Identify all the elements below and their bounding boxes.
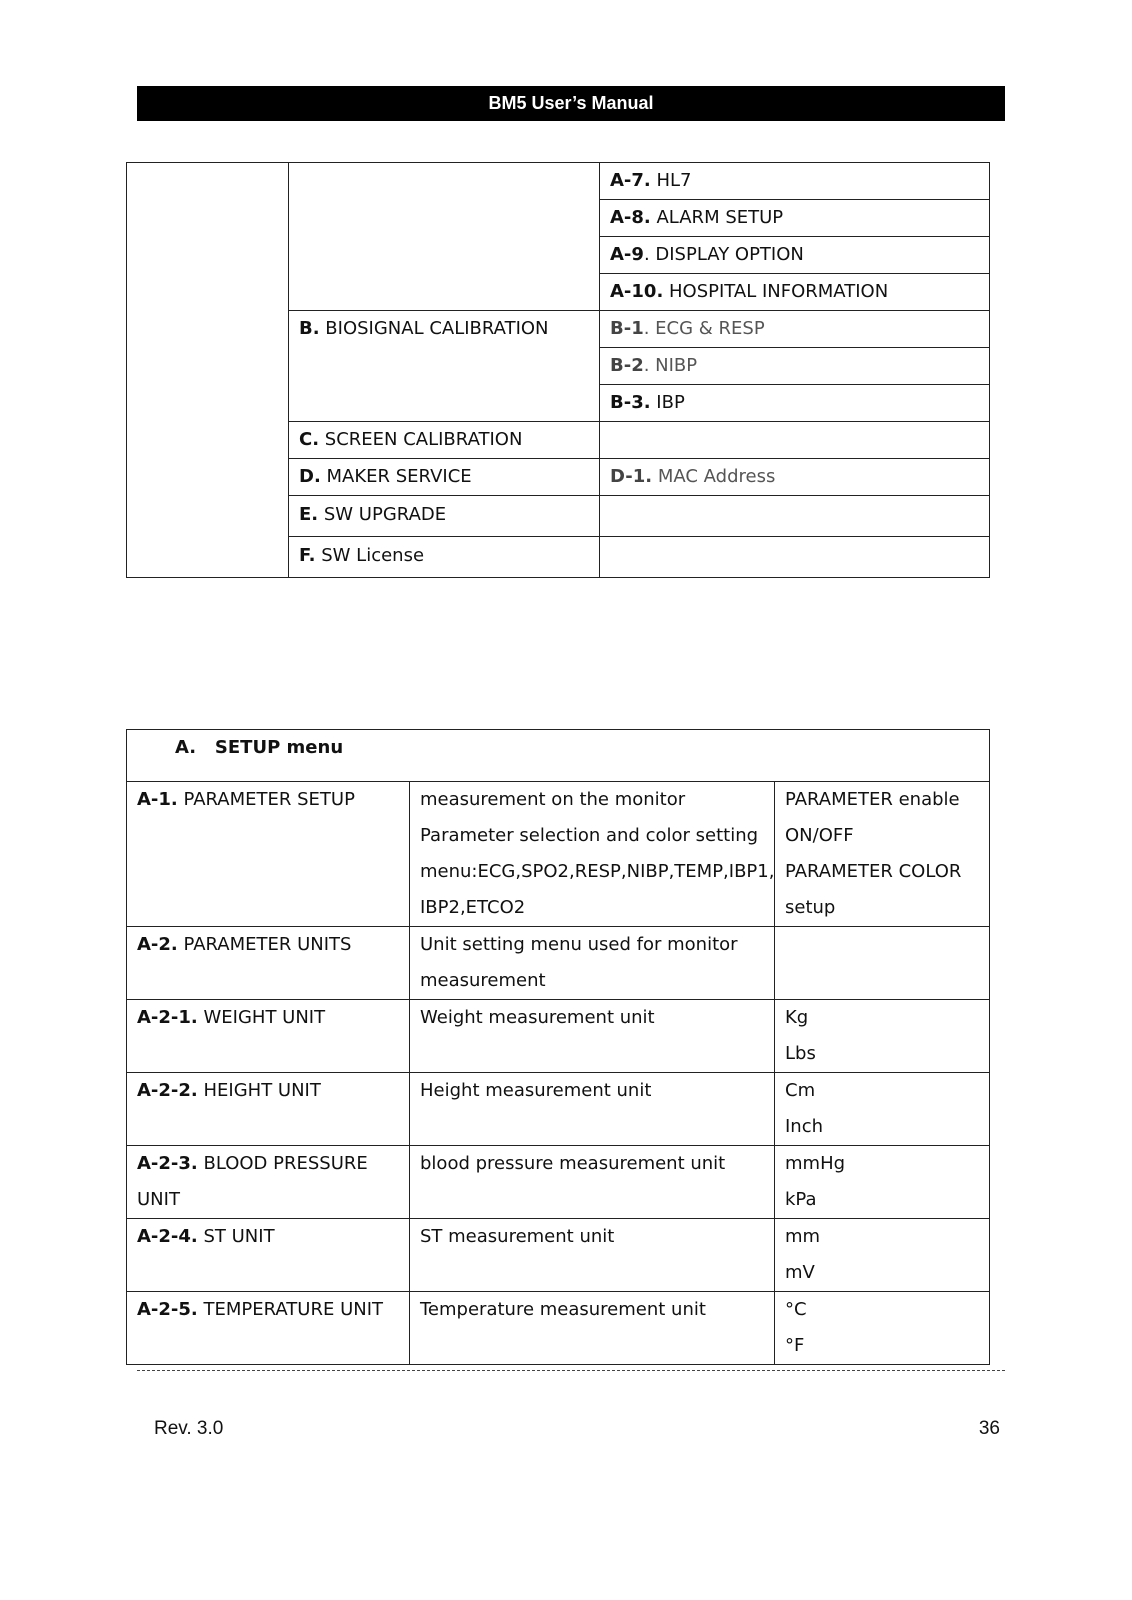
item-description: ST measurement unit <box>410 1219 775 1292</box>
menu-item-b3: B-3. IBP <box>600 385 990 422</box>
item-name: A-2-2. HEIGHT UNIT <box>127 1073 410 1146</box>
item-options: mm mV <box>775 1219 990 1292</box>
blank-cell <box>600 537 990 578</box>
table-row <box>127 1000 990 1073</box>
table-row <box>127 782 990 927</box>
item-name: A-2-5. TEMPERATURE UNIT <box>127 1292 410 1365</box>
item-description: blood pressure measurement unit <box>410 1146 775 1219</box>
menu-item-b: B. BIOSIGNAL CALIBRATION <box>289 311 600 422</box>
setup-menu-table <box>126 729 990 1365</box>
blank-cell <box>289 163 600 311</box>
menu-item-c: C. SCREEN CALIBRATION <box>289 422 600 459</box>
footer-divider <box>137 1370 1005 1371</box>
item-options: Kg Lbs <box>775 1000 990 1073</box>
menu-item-b2: B-2. NIBP <box>600 348 990 385</box>
menu-item-a8: A-8. ALARM SETUP <box>600 200 990 237</box>
item-name: A-2-1. WEIGHT UNIT <box>127 1000 410 1073</box>
menu-item-f: F. SW License <box>289 537 600 578</box>
item-name: A-2-4. ST UNIT <box>127 1219 410 1292</box>
table-row <box>127 927 990 1000</box>
page-number: 36 <box>978 1418 1000 1439</box>
item-options: PARAMETER enable ON/OFF PARAMETER COLOR setup <box>775 782 990 927</box>
menu-item-d: D. MAKER SERVICE <box>289 459 600 496</box>
menu-item-d1: D-1. MAC Address <box>600 459 990 496</box>
blank-cell <box>600 422 990 459</box>
table-row <box>127 1292 990 1365</box>
item-description: Height measurement unit <box>410 1073 775 1146</box>
table-row <box>127 163 990 200</box>
menu-item-a9: A-9. DISPLAY OPTION <box>600 237 990 274</box>
item-description: Temperature measurement unit <box>410 1292 775 1365</box>
item-name: A-2-3. BLOOD PRESSURE UNIT <box>127 1146 410 1219</box>
page-header: BM5 User’s Manual <box>137 86 1005 121</box>
blank-cell <box>127 163 289 578</box>
table-row <box>127 1146 990 1219</box>
item-options <box>775 927 990 1000</box>
menu-item-e: E. SW UPGRADE <box>289 496 600 537</box>
item-name: A-2. PARAMETER UNITS <box>127 927 410 1000</box>
item-options: °C °F <box>775 1292 990 1365</box>
item-description: measurement on the monitor Parameter selection and color setting menu:ECG,SPO2,RESP,NIBP,TEMP,IBP1, IBP2,ETCO2 <box>410 782 775 927</box>
item-name: A-1. PARAMETER SETUP <box>127 782 410 927</box>
table-title: A. SETUP menu <box>127 730 990 782</box>
table-row <box>127 1219 990 1292</box>
revision-label: Rev. 3.0 <box>154 1418 224 1439</box>
item-description: Unit setting menu used for monitor measurement <box>410 927 775 1000</box>
blank-cell <box>600 496 990 537</box>
item-description: Weight measurement unit <box>410 1000 775 1073</box>
menu-item-a10: A-10. HOSPITAL INFORMATION <box>600 274 990 311</box>
item-options: Cm Inch <box>775 1073 990 1146</box>
menu-item-a7: A-7. HL7 <box>600 163 990 200</box>
item-options: mmHg kPa <box>775 1146 990 1219</box>
table-title-row <box>127 730 990 782</box>
table-row <box>127 1073 990 1146</box>
menu-tree-table <box>126 162 990 578</box>
menu-item-b1: B-1. ECG & RESP <box>600 311 990 348</box>
